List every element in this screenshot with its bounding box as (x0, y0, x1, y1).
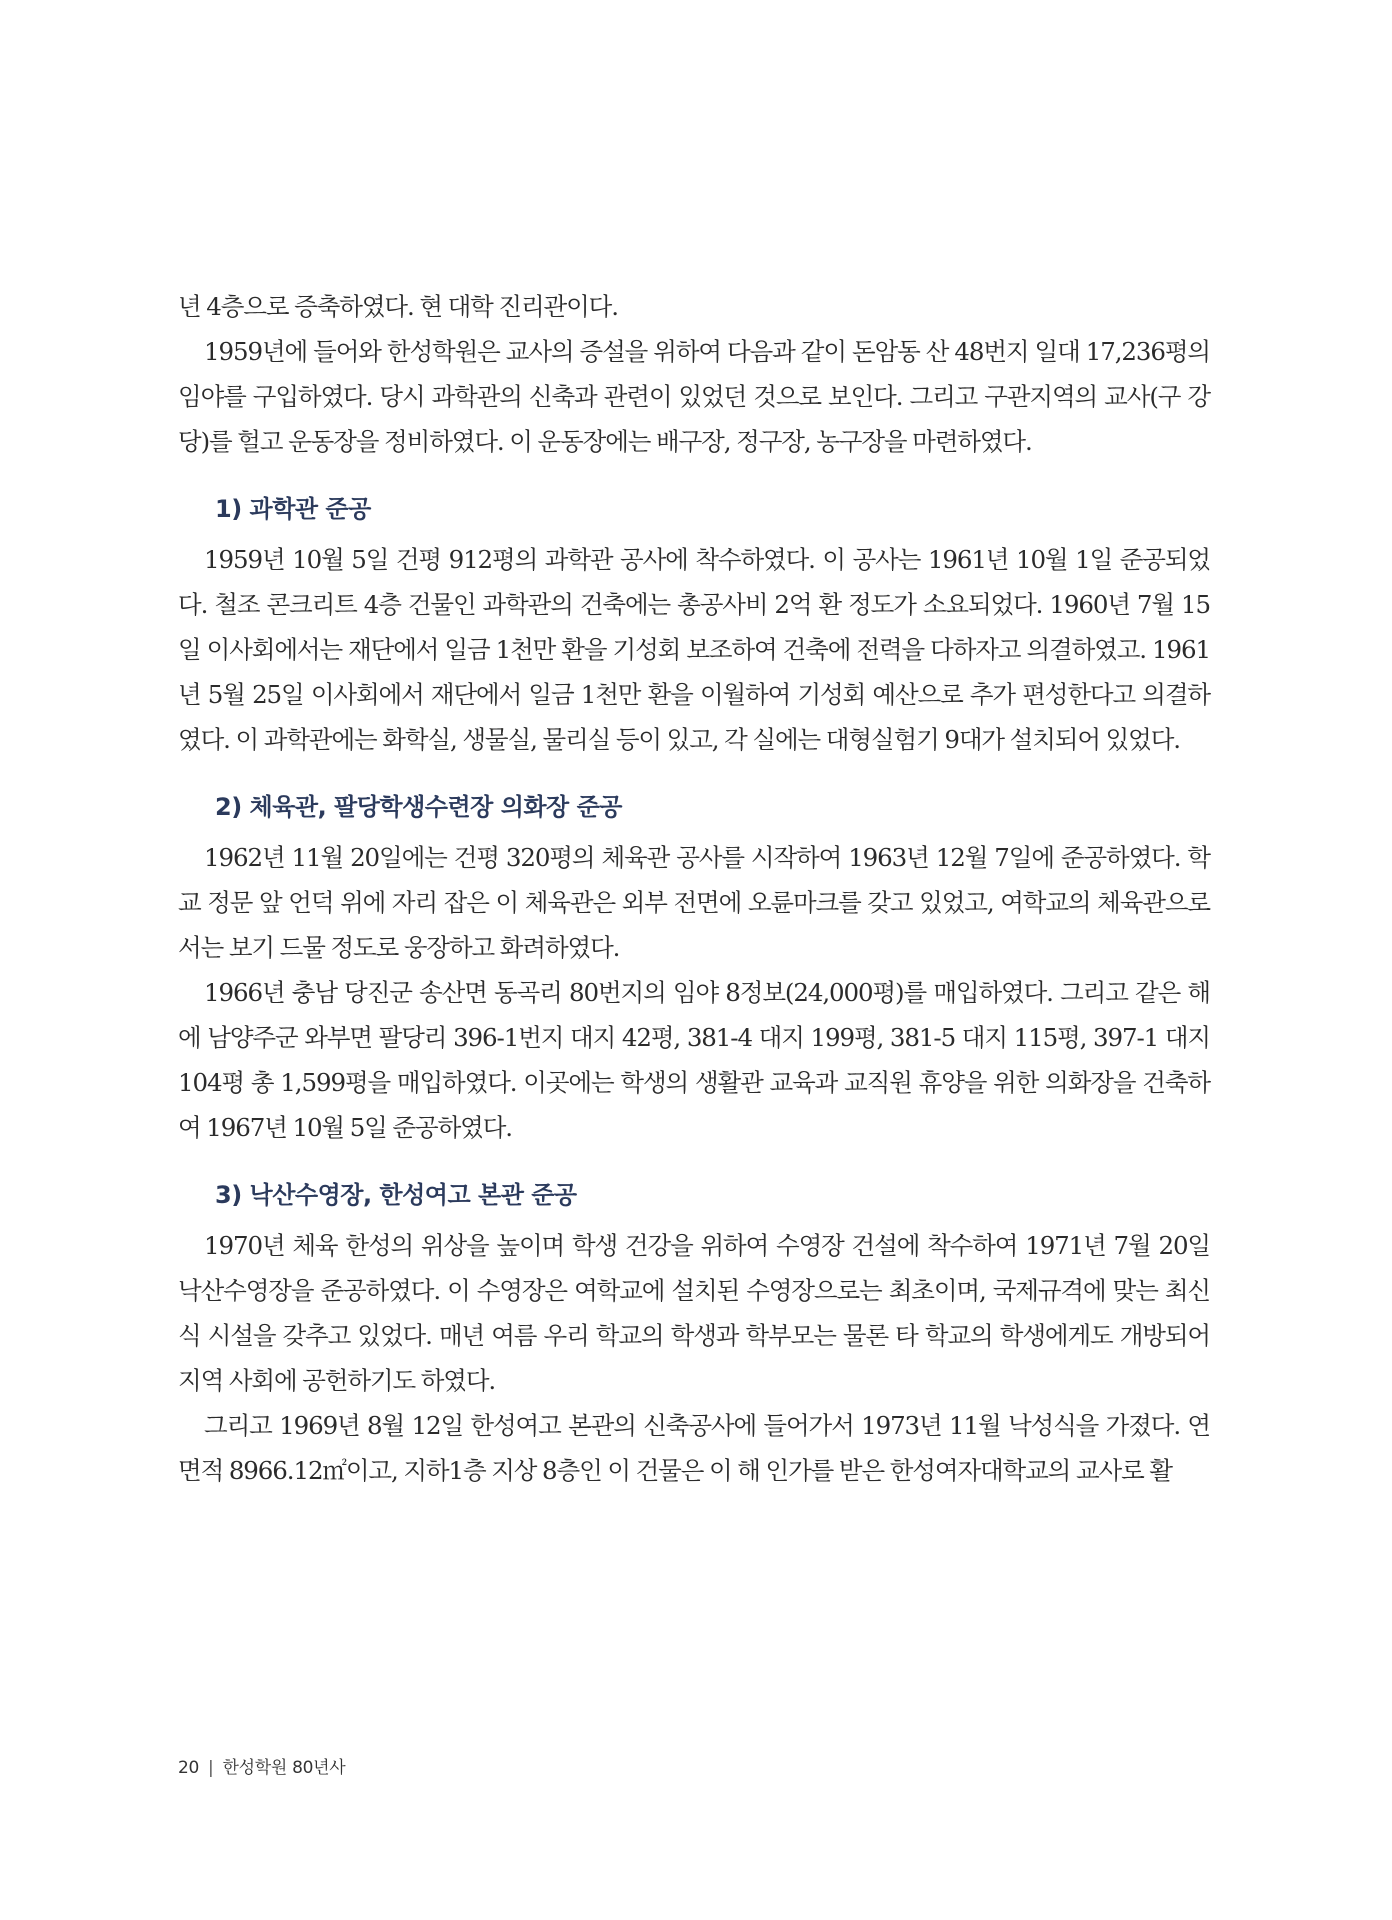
section-heading-science-hall: 1) 과학관 준공 (215, 495, 371, 523)
page-number: 20 (178, 1758, 200, 1778)
book-title: 한성학원 80년사 (222, 1758, 346, 1778)
footer-separator: | (208, 1758, 214, 1778)
section-heading-swimming-pool: 3) 낙산수영장, 한성여고 본관 준공 (215, 1181, 577, 1209)
intro-paragraph: 1959년에 들어와 한성학원은 교사의 증설을 위하여 다음과 같이 돈암동 산 48번지 일대 17,236평의 임야를 구입하였다. 당시 과학관의 신축과 관련이 있었던 것으로 보인다. 그리고 구관지역의 교사(구 강당)를 헐고 운동장을 정비하였다. 이 운동장에는 배구장, 정구장, 농구장을 마련하였다. (178, 337, 1210, 456)
intro-paragraph-continued: 년 4층으로 증축하였다. 현 대학 진리관이다. (178, 292, 618, 321)
page-body (178, 284, 1210, 1493)
section-paragraph: 1970년 체육 한성의 위상을 높이며 학생 건강을 위하여 수영장 건설에 착수하여 1971년 7월 20일 낙산수영장을 준공하였다. 이 수영장은 여학교에 설치된 수영장으로는 최초이며, 국제규격에 맞는 최신식 시설을 갖추고 있었다. 매년 여름 우리 학교의 학생과 학부모는 물론 타 학교의 학생에게도 개방되어 지역 사회에 공헌하기도 하였다. (178, 1231, 1210, 1395)
section-paragraph: 1962년 11월 20일에는 건평 320평의 체육관 공사를 시작하여 1963년 12월 7일에 준공하였다. 학교 정문 앞 언덕 위에 자리 잡은 이 체육관은 외부 전면에 오륜마크를 갖고 있었고, 여학교의 체육관으로서는 보기 드물 정도로 웅장하고 화려하였다. (178, 843, 1210, 962)
section-paragraph: 그리고 1969년 8월 12일 한성여고 본관의 신축공사에 들어가서 1973년 11월 낙성식을 가졌다. 연면적 8966.12㎡이고, 지하1층 지상 8층인 이 건물은 이 해 인가를 받은 한성여자대학교의 교사로 활 (178, 1411, 1210, 1485)
section-paragraph: 1966년 충남 당진군 송산면 동곡리 80번지의 임야 8정보(24,000평)를 매입하였다. 그리고 같은 해에 남양주군 와부면 팔당리 396-1번지 대지 42평, 381-4 대지 199평, 381-5 대지 115평, 397-1 대지 104평 총 1,599평을 매입하였다. 이곳에는 학생의 생활관 교육과 교직원 휴양을 위한 의화장을 건축하여 1967년 10월 5일 준공하였다. (178, 978, 1210, 1142)
section-paragraph: 1959년 10월 5일 건평 912평의 과학관 공사에 착수하였다. 이 공사는 1961년 10월 1일 준공되었다. 철조 콘크리트 4층 건물인 과학관의 건축에는 총공사비 2억 환 정도가 소요되었다. 1960년 7월 15일 이사회에서는 재단에서 일금 1천만 환을 기성회 보조하여 건축에 전력을 다하자고 의결하였고. 1961년 5월 25일 이사회에서 재단에서 일금 1천만 환을 이월하여 기성회 예산으로 추가 편성한다고 의결하였다. 이 과학관에는 화학실, 생물실, 물리실 등이 있고, 각 실에는 대형실험기 9대가 설치되어 있었다. (178, 545, 1210, 754)
page-footer (178, 1753, 345, 1778)
section-heading-gymnasium: 2) 체육관, 팔당학생수련장 의화장 준공 (215, 793, 622, 821)
